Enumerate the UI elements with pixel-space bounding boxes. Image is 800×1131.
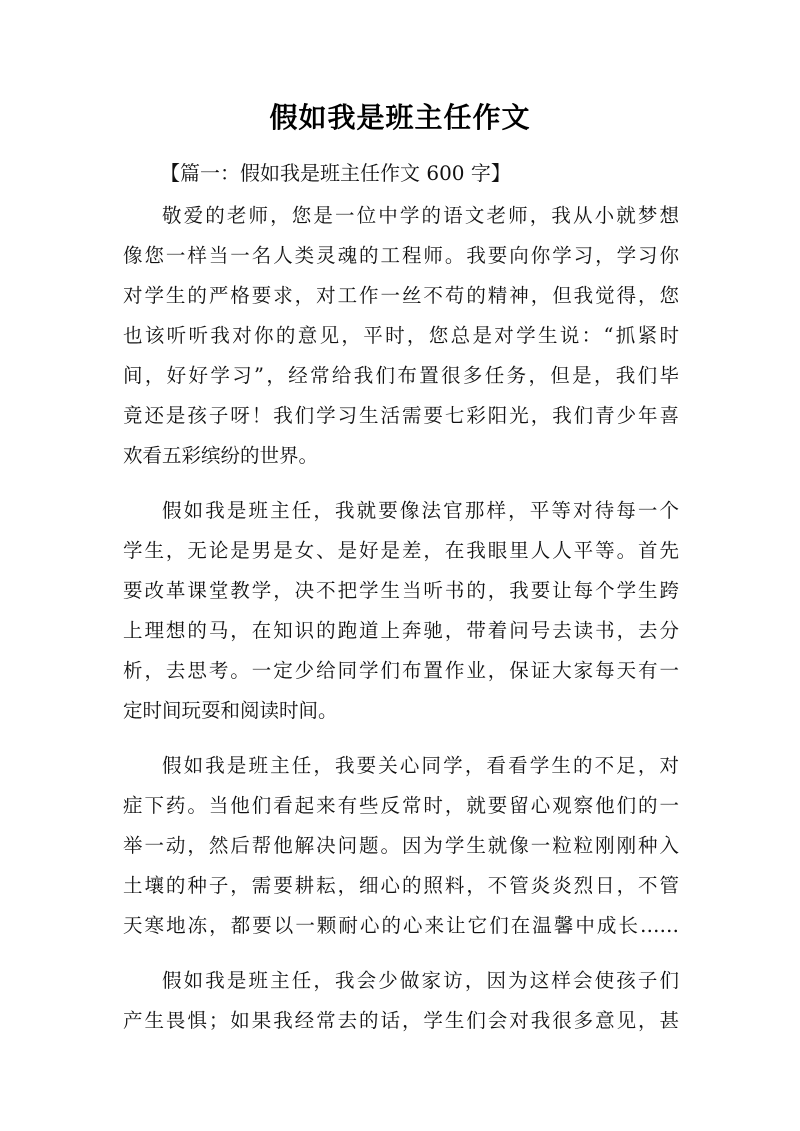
text-line: 举一动，然后帮他解决问题。因为学生就像一粒粒刚刚种入 [123, 834, 679, 857]
text-line: 土壤的种子，需要耕耘，细心的照料，不管炎炎烈日，不管 [123, 874, 679, 897]
text-line: 要改革课堂教学，决不把学生当听书的，我要让每个学生跨 [123, 579, 679, 602]
text-line: 学生，无论是男是女、是好是差，在我眼里人人平等。首先 [123, 539, 679, 562]
text-line: 假如我是班主任，我会少做家访，因为这样会使孩子们 [162, 969, 679, 992]
text-line: 像您一样当一名人类灵魂的工程师。我要向你学习，学习你 [123, 244, 679, 267]
text-line: 欢看五彩缤纷的世界。 [123, 444, 319, 467]
text-line: 竟还是孩子呀！我们学习生活需要七彩阳光，我们青少年喜 [123, 404, 679, 427]
text-line: 敬爱的老师，您是一位中学的语文老师，我从小就梦想 [162, 204, 679, 227]
document-title: 假如我是班主任作文 [269, 101, 531, 134]
text-line: 对学生的严格要求，对工作一丝不苟的精神，但我觉得，您 [123, 284, 679, 307]
paragraph [123, 196, 679, 476]
text-line: 也该听听我对你的意见，平时，您总是对学生说：“抓紧时 [123, 324, 679, 347]
paragraph [123, 491, 679, 731]
text-line: 析，去思考。一定少给同学们布置作业，保证大家每天有一 [123, 659, 679, 682]
document-body [123, 196, 679, 1056]
paragraph [123, 961, 679, 1041]
text-line: 症下药。当他们看起来有些反常时，就要留心观察他们的一 [123, 794, 679, 817]
text-line: 定时间玩耍和阅读时间。 [123, 699, 338, 722]
paragraph [123, 746, 679, 946]
section-heading: 【篇一：假如我是班主任作文 600 字】 [160, 161, 511, 185]
text-line: 间，好好学习”，经常给我们布置很多任务，但是，我们毕 [123, 364, 679, 387]
text-line: 天寒地冻，都要以一颗耐心的心来让它们在温馨中成长…… [123, 914, 679, 937]
text-line: 产生畏惧；如果我经常去的话，学生们会对我很多意见，甚 [123, 1009, 679, 1032]
text-line: 上理想的马，在知识的跑道上奔驰，带着问号去读书，去分 [123, 619, 679, 642]
text-line: 假如我是班主任，我要关心同学，看看学生的不足，对 [162, 754, 679, 777]
text-line: 假如我是班主任，我就要像法官那样，平等对待每一个 [162, 499, 679, 522]
